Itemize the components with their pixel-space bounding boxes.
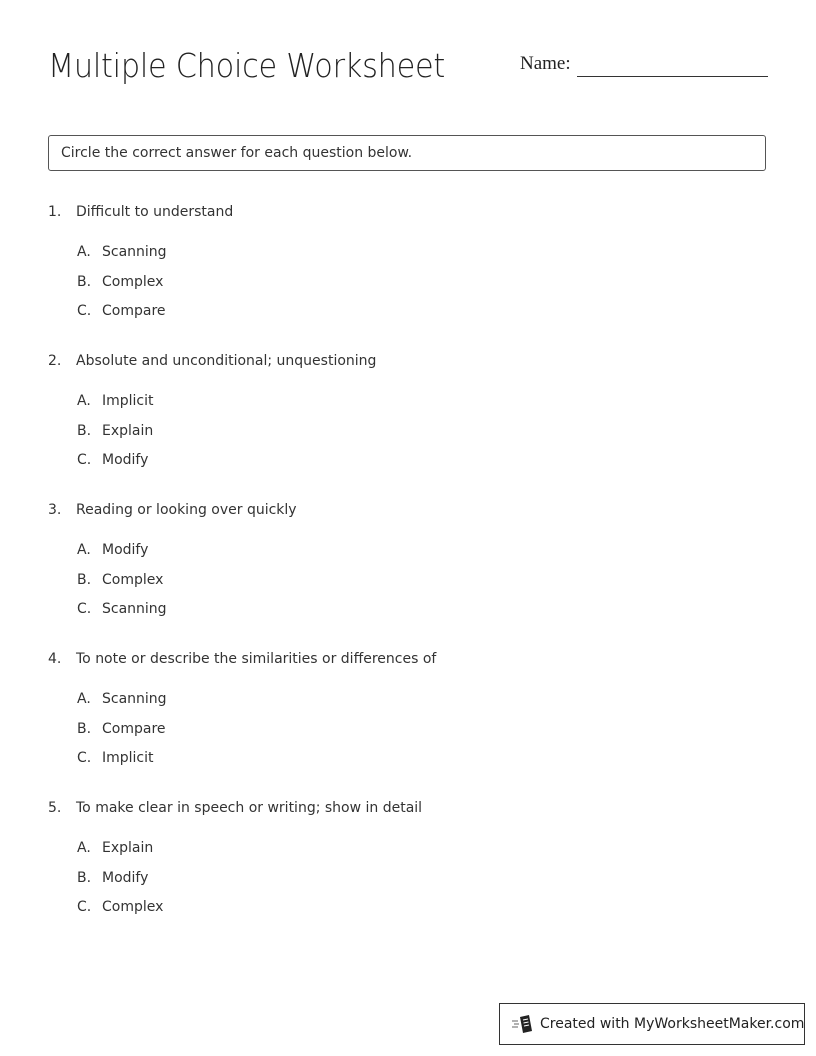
option-letter: C.	[77, 899, 92, 915]
option-letter: B.	[77, 274, 92, 290]
instructions-text: Circle the correct answer for each question below.	[61, 145, 413, 161]
option-letter: B.	[77, 721, 92, 737]
option-text: Compare	[102, 721, 166, 737]
option-letter: C.	[77, 601, 92, 617]
worksheet-maker-logo-icon	[512, 1015, 534, 1033]
option-letter: A.	[77, 542, 91, 558]
option-text: Implicit	[102, 393, 154, 409]
option-letter: A.	[77, 691, 91, 707]
name-label: Name:	[520, 53, 571, 74]
question-number: 2.	[48, 353, 62, 369]
option-text: Modify	[102, 870, 149, 886]
option-letter: C.	[77, 452, 92, 468]
instructions-box	[48, 135, 766, 171]
footer-text: Created with MyWorksheetMaker.com	[540, 1016, 805, 1032]
option-letter: A.	[77, 840, 91, 856]
question-number: 4.	[48, 651, 62, 667]
question-text: Absolute and unconditional; unquestioning	[76, 353, 377, 369]
question-text: Reading or looking over quickly	[76, 502, 297, 518]
question-number: 5.	[48, 800, 62, 816]
option-letter: C.	[77, 750, 92, 766]
option-letter: B.	[77, 870, 92, 886]
option-text: Implicit	[102, 750, 154, 766]
option-text: Complex	[102, 572, 164, 588]
name-line	[577, 76, 768, 77]
question-number: 3.	[48, 502, 62, 518]
option-text: Scanning	[102, 601, 167, 617]
option-text: Scanning	[102, 691, 167, 707]
option-letter: B.	[77, 572, 92, 588]
option-text: Scanning	[102, 244, 167, 260]
option-letter: B.	[77, 423, 92, 439]
question-text: To note or describe the similarities or differences of	[76, 651, 437, 667]
option-letter: C.	[77, 303, 92, 319]
option-text: Modify	[102, 542, 149, 558]
option-text: Compare	[102, 303, 166, 319]
question-text: Difficult to understand	[76, 204, 234, 220]
question-text: To make clear in speech or writing; show in detail	[76, 800, 423, 816]
option-text: Explain	[102, 423, 154, 439]
option-letter: A.	[77, 393, 91, 409]
question-number: 1.	[48, 204, 62, 220]
worksheet-title: Multiple Choice Worksheet	[48, 46, 446, 85]
option-text: Complex	[102, 274, 164, 290]
option-letter: A.	[77, 244, 91, 260]
option-text: Modify	[102, 452, 149, 468]
footer-badge	[499, 1003, 805, 1045]
option-text: Complex	[102, 899, 164, 915]
option-text: Explain	[102, 840, 154, 856]
